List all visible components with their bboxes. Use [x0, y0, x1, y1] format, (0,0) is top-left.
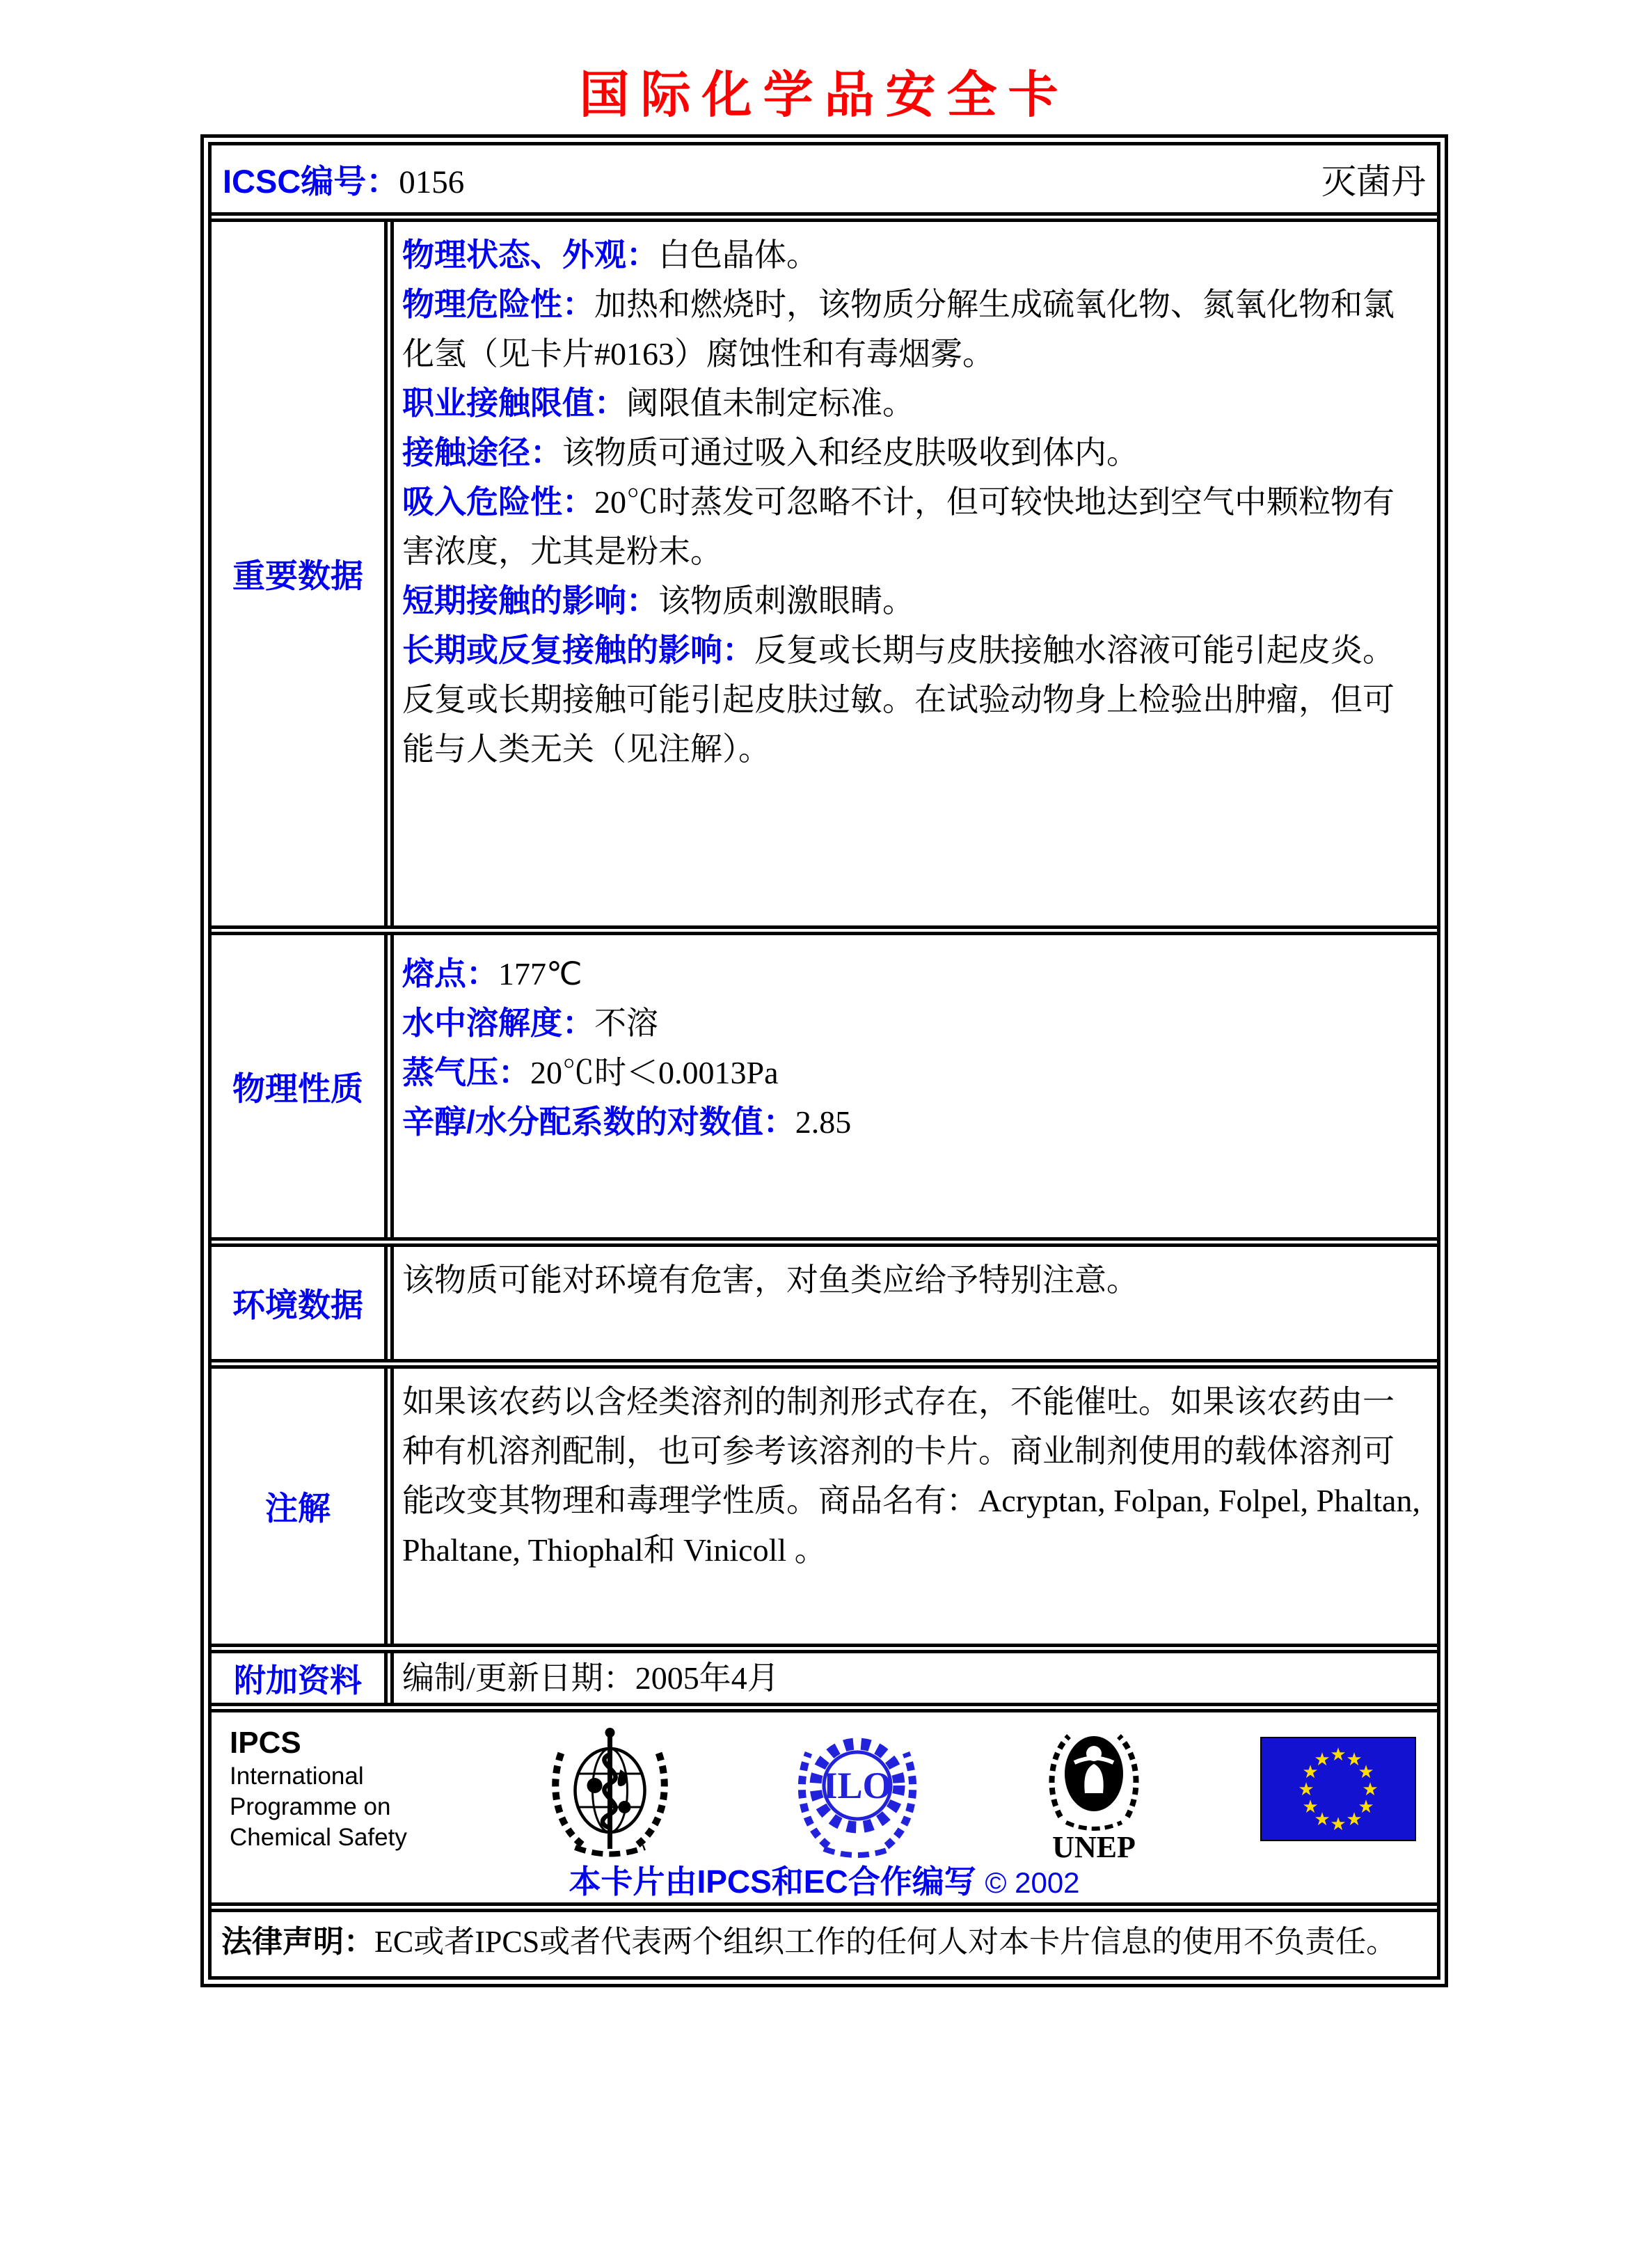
field-inhalation-risk [402, 477, 1424, 576]
field-label: 物理危险性： [402, 286, 594, 322]
section-environmental-data [212, 1237, 1437, 1359]
update-date-label: 编制/更新日期： [402, 1660, 635, 1696]
field-text: 该物质刺激眼睛。 [658, 583, 914, 619]
field-text: 阈限值未制定标准。 [626, 385, 914, 421]
svg-text:★: ★ [1346, 1808, 1363, 1830]
svg-text:★: ★ [1298, 1779, 1315, 1800]
field-short-term-effects [402, 576, 1424, 626]
page-title: 国际化学品安全卡 [579, 67, 1070, 123]
svg-text:★: ★ [1330, 1813, 1347, 1835]
chemical-name: 灭菌丹 [1321, 162, 1426, 201]
field-occupational-exposure-limits [402, 379, 1424, 428]
field-label: 短期接触的影响： [402, 582, 658, 619]
unep-label: UNEP [1051, 1830, 1136, 1863]
field-text: 20℃时＜0.0013Pa [530, 1055, 779, 1090]
section-label-notes: 注解 [212, 1369, 394, 1644]
who-emblem-icon [539, 1719, 681, 1859]
svg-text:★: ★ [1314, 1808, 1331, 1830]
svg-text:★: ★ [1346, 1749, 1363, 1770]
section-label-additional-information: 附加资料 [212, 1653, 394, 1703]
svg-text:★: ★ [1302, 1761, 1319, 1783]
notes-text: 如果该农药以含烃类溶剂的制剂形式存在，不能催吐。如果该农药由一种有机溶剂配制，也可参考该溶剂的卡片。商业制剂使用的载体溶剂可能改变其物理和毒理学性质。商品名有：Acryptan, Folpan, Folpel, Phaltan, Phaltane, Thiophal和 Vinicoll 。 [402, 1384, 1420, 1568]
section-label-environmental-data: 环境数据 [212, 1247, 394, 1359]
legal-row [212, 1902, 1437, 1976]
important-data-content [394, 222, 1437, 925]
field-text: 加热和燃烧时，该物质分解生成硫氧化物、氮氧化物和氯化氢（见卡片#0163）腐蚀性和有毒烟雾。 [402, 287, 1395, 372]
section-label-important-data: 重要数据 [212, 222, 394, 925]
ipcs-line-1: International [230, 1762, 364, 1790]
field-physical-dangers [402, 280, 1424, 379]
ipcs-line-3: Chemical Safety [230, 1823, 407, 1851]
legal-text: EC或者IPCS或者代表两个组织工作的任何人对本卡片信息的使用不负责任。 [374, 1925, 1397, 1959]
environmental-data-text: 该物质可能对环境有危害，对鱼类应给予特别注意。 [402, 1262, 1138, 1298]
field-label: 水中溶解度： [402, 1005, 594, 1041]
legal-label: 法律声明： [221, 1925, 374, 1959]
field-octanol-water-partition [402, 1097, 1424, 1147]
eu-flag-icon [1260, 1737, 1416, 1841]
ilo-monogram: ILO [823, 1764, 892, 1806]
environmental-data-content [394, 1247, 1437, 1359]
svg-text:★: ★ [1362, 1779, 1379, 1800]
additional-information-content [394, 1653, 1437, 1703]
field-text: 不溶 [594, 1005, 658, 1041]
field-label: 长期或反复接触的影响： [402, 632, 754, 668]
section-additional-information [212, 1644, 1437, 1703]
field-physical-state [402, 230, 1424, 280]
field-label: 辛醇/水分配系数的对数值： [402, 1104, 795, 1140]
field-routes-of-exposure [402, 428, 1424, 477]
field-vapour-pressure [402, 1048, 1424, 1097]
svg-text:★: ★ [1330, 1744, 1347, 1765]
field-label: 蒸气压： [402, 1054, 530, 1090]
field-label: 吸入危险性： [402, 484, 594, 520]
field-text: 白色晶体。 [658, 237, 818, 273]
field-label: 物理状态、外观： [402, 237, 658, 273]
svg-text:★: ★ [1358, 1796, 1374, 1818]
field-text: 2.85 [795, 1104, 852, 1140]
section-notes [212, 1359, 1437, 1644]
section-physical-properties [212, 925, 1437, 1237]
field-text: 20℃时蒸发可忽略不计，但可较快地达到空气中颗粒物有害浓度，尤其是粉末。 [402, 484, 1395, 569]
caption-text: 本卡片由IPCS和EC合作编写 [569, 1863, 976, 1900]
icsc-number-value: 0156 [399, 164, 465, 200]
safety-card-table [200, 134, 1448, 1987]
field-water-solubility [402, 999, 1424, 1048]
notes-content [394, 1369, 1437, 1644]
ipcs-text-block [230, 1725, 431, 1853]
section-label-physical-properties: 物理性质 [212, 935, 394, 1237]
section-important-data [212, 212, 1437, 925]
ipcs-line-2: Programme on [230, 1792, 391, 1820]
field-label: 熔点： [402, 955, 498, 992]
ilo-emblem-icon [788, 1719, 927, 1859]
field-melting-point [402, 949, 1424, 999]
field-text: 该物质可通过吸入和经皮肤吸收到体内。 [562, 435, 1138, 470]
logo-strip [212, 1712, 1437, 1863]
ipcs-acronym: IPCS [230, 1725, 301, 1760]
icsc-number-group [223, 156, 464, 202]
svg-text:★: ★ [1302, 1796, 1319, 1818]
copyright-text: © 2002 [985, 1866, 1080, 1899]
svg-text:★: ★ [1358, 1761, 1374, 1783]
field-text: 反复或长期与皮肤接触水溶液可能引起皮炎。反复或长期接触可能引起皮肤过敏。在试验动物身上检验出肿瘤，但可能与人类无关（见注解）。 [402, 633, 1395, 767]
legal-inner [212, 1912, 1437, 1961]
field-text: 177℃ [498, 956, 582, 992]
field-label: 接触途径： [402, 434, 562, 470]
cooperation-caption [212, 1857, 1437, 1902]
svg-text:★: ★ [1314, 1749, 1331, 1770]
logos-row [212, 1703, 1437, 1902]
physical-properties-content [394, 935, 1437, 1237]
field-label: 职业接触限值： [402, 385, 626, 421]
icsc-number-label: ICSC编号： [223, 162, 399, 200]
header-row [212, 145, 1437, 212]
update-date-value: 2005年4月 [635, 1660, 779, 1696]
field-long-term-effects [402, 626, 1424, 774]
unep-emblem-icon [1034, 1714, 1154, 1863]
